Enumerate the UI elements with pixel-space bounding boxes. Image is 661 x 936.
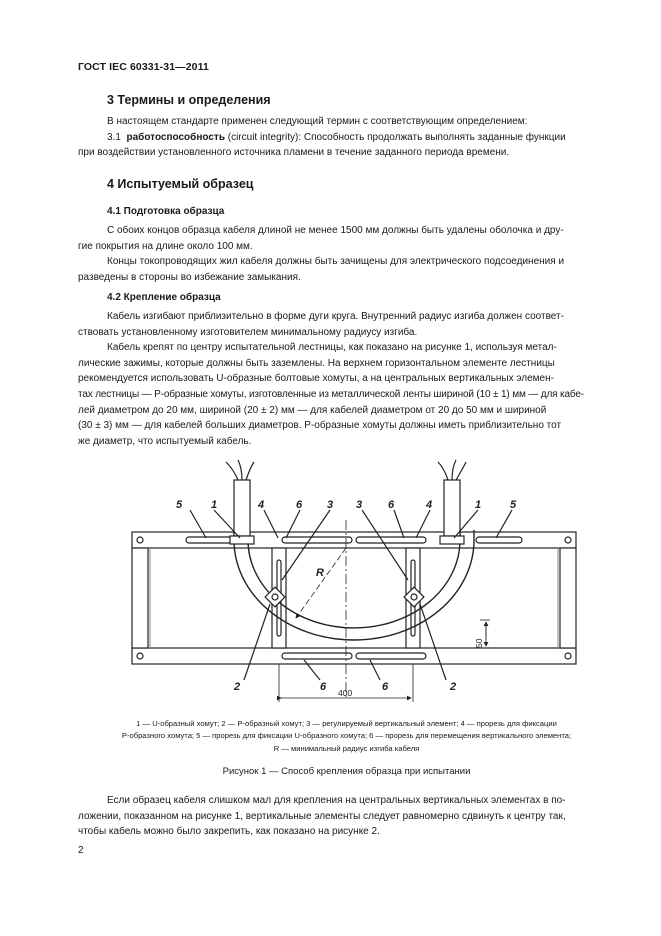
dimension-400: 400 — [338, 688, 353, 698]
label-6-right: 6 — [388, 499, 395, 511]
label-1-right: 1 — [475, 499, 482, 511]
paragraph-line: же диаметр, что испытуемый кабель. — [78, 435, 252, 447]
paragraph-line: Кабель изгибают приблизительно в форме дуги круга. Внутренний радиус изгиба должен соответ- — [107, 311, 564, 322]
paragraph-line: тах лестницы — Р-образные хомуты, изготовленные из металлической ленты шириной (10 ± 1) мм — для кабе- — [78, 388, 584, 400]
label-3-left: 3 — [327, 499, 334, 511]
u-clamp-left — [230, 536, 254, 544]
slot-vertical-bottom-left — [282, 653, 352, 659]
label-5-left: 5 — [176, 499, 183, 511]
paragraph-line: С обоих концов образца кабеля длиной не менее 1500 мм должны быть удалены оболочка и дру- — [107, 225, 564, 236]
legend-line: 1 — U-образный хомут; 2 — Р-образный хомут; 3 — регулируемый вертикальный элемент; 4 — прорезь для фиксации — [136, 719, 557, 728]
figure-legend — [78, 718, 615, 755]
section-3-intro: В настоящем стандарте применен следующий термин с соответствующим определением: — [107, 116, 528, 127]
label-radius: R — [316, 567, 324, 579]
label-4-left: 4 — [258, 499, 265, 511]
subsection-4-2-title: 4.2 Крепление образца — [107, 292, 221, 303]
label-4-right: 4 — [426, 499, 433, 511]
definition-term: работоспособность — [126, 131, 225, 143]
paragraph-line: чтобы кабель можно было закрепить, как показано на рисунке 2. — [78, 826, 380, 838]
cable-end-right — [444, 480, 460, 536]
standard-header: ГОСТ IEC 60331-31—2011 — [78, 61, 209, 73]
paragraph-line: гие покрытия на длине около 100 мм. — [78, 240, 253, 252]
label-2-left: 2 — [234, 681, 241, 693]
paragraph-line: ложении, показанном на рисунке 1, вертикальные элементы следует равномерно сдвинуть к центру так, — [78, 810, 566, 822]
paragraph-line: Кабель крепят по центру испытательной лестницы, как показано на рисунке 1, используя метал- — [107, 342, 557, 354]
legend-line: R — минимальный радиус изгиба кабеля — [273, 743, 420, 753]
slot-vertical-top-left — [282, 537, 352, 543]
paragraph-line: Концы токопроводящих жил кабеля должны быть зачищены для электрического подсоединения и — [107, 256, 565, 268]
label-6-bottom-right: 6 — [382, 681, 389, 693]
label-3-right: 3 — [356, 499, 363, 511]
paragraph-line: Если образец кабеля слишком мал для крепления на центральных вертикальных элементах в по- — [107, 795, 566, 806]
label-1-left: 1 — [211, 499, 218, 511]
label-2-right: 2 — [450, 681, 457, 693]
slot-vertical-top-right — [356, 537, 426, 543]
legend-line: Р-образного хомута; 5 — прорезь для фиксации U-образного хомута; 6 — прорезь для перемещения вертикального элемента; — [121, 731, 572, 741]
ladder-post-right — [560, 548, 576, 648]
slot-u-clamp-right — [476, 537, 522, 543]
paragraph-line: лические зажимы, которые должны быть заземлены. На верхнем горизонтальном элементе лестницы — [78, 357, 555, 369]
definition-number: 3.1 — [107, 131, 121, 143]
slot-u-clamp-left — [186, 537, 232, 543]
paragraph-line: (30 ± 3) мм — для кабелей больших диаметров. Р-образные хомуты должны иметь приблизительно тот — [78, 420, 562, 432]
label-6-left: 6 — [296, 499, 303, 511]
section-4-title: 4 Испытуемый образец — [107, 177, 254, 191]
paragraph-line: разведены в стороны во избежание замыкания. — [78, 271, 301, 283]
cable-end-left — [234, 480, 250, 536]
dimension-50: 50 — [474, 638, 484, 648]
figure-title: Рисунок 1 — Способ крепления образца при испытании — [222, 766, 471, 777]
page-number: 2 — [78, 845, 84, 856]
definition-text-cont: при воздействии установленного источника пламени в течение заданного периода времени. — [78, 147, 510, 159]
paragraph-line: ствовать установленному изготовителем минимальному радиусу изгиба. — [78, 326, 418, 338]
definition-text: (circuit integrity): Способность продолжать выполнять заданные функции — [224, 131, 566, 143]
label-5-right: 5 — [510, 499, 517, 511]
ladder-post-left — [132, 548, 148, 648]
u-clamp-right — [440, 536, 464, 544]
paragraph-line: лей диаметром до 20 мм, шириной (20 ± 2) мм — для кабелей диаметром от 20 до 50 мм и шириной — [78, 404, 547, 416]
closing-paragraph — [78, 793, 615, 840]
ladder-bottom-rail — [132, 648, 576, 664]
paragraph-line: рекомендуется использовать U-образные болтовые хомуты, а на центральных вертикальных элемен- — [78, 373, 554, 385]
section-3-title: 3 Термины и определения — [107, 93, 271, 107]
slot-vertical-bottom-right — [356, 653, 426, 659]
subsection-4-1-title: 4.1 Подготовка образца — [107, 206, 225, 217]
label-6-bottom-left: 6 — [320, 681, 327, 693]
